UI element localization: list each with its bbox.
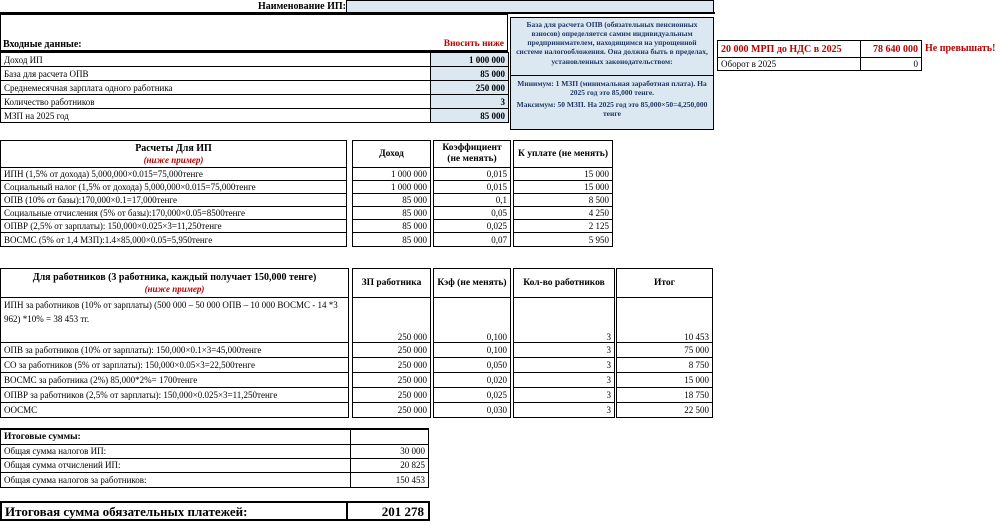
row-label: ОПВР (2,5% от зарплаты): 150,000×0.025×3=11,250тенге [1, 220, 347, 233]
row-count: 3 [514, 358, 615, 373]
totals-title: Итоговые суммы: [1, 429, 351, 444]
vat-limit-label: 20 000 МРП до НДС в 2025 [718, 41, 861, 58]
input-label: Среднемесячная зарплата одного работника [1, 81, 431, 95]
col-header-coef: Кэф (не менять) [434, 269, 511, 298]
row-due: 5 950 [514, 233, 613, 247]
grand-total-value: 201 278 [346, 501, 430, 521]
turnover-label: Оборот в 2025 [718, 58, 861, 71]
ip-calc-title: Расчеты Для ИП [135, 143, 212, 155]
table-row [1, 207, 613, 220]
row-income: 85 000 [353, 220, 431, 233]
workers-title-cell [1, 269, 349, 298]
total-label: Общая сумма налогов ИП: [1, 444, 351, 458]
input-value[interactable]: 85 000 [431, 67, 509, 81]
row-due: 2 125 [514, 220, 613, 233]
row-due: 4 250 [514, 207, 613, 220]
opv-note-part2 [511, 76, 713, 119]
ip-calc-title-cell [1, 141, 347, 168]
input-value[interactable]: 85 000 [431, 109, 509, 123]
row-coef: 0,015 [434, 181, 511, 194]
row-label: ИПН за работников (10% от зарплаты) (500 000 – 50 000 ОПВ – 10 000 ВОСМС - 14 *3 962) *10% = 38 453 тг. [1, 298, 349, 343]
col-header-income: Доход [353, 141, 431, 168]
table-row [1, 181, 613, 194]
row-label: ВОСМС за работника (2%) 85,000*2%= 1700тенге [1, 373, 349, 388]
workers-subtitle: (ниже пример) [144, 283, 205, 294]
table-row [1, 388, 713, 403]
row-total: 8 750 [617, 358, 713, 373]
row-income: 85 000 [353, 194, 431, 207]
company-name-label: Наименование ИП: [257, 1, 346, 12]
opv-note-minimum: Минимум: 1 МЗП (минимальная заработная плата). На 2025 год это 85,000 тенге. [517, 79, 707, 98]
table-row [1, 358, 713, 373]
vat-limit-value: 78 640 000 [861, 41, 922, 58]
row-label: ОПВР за работников (2,5% от зарплаты): 150,000×0.025×3=11,250тенге [1, 388, 349, 403]
turnover-value[interactable]: 0 [861, 58, 922, 71]
vat-warning-text: Не превышать! [925, 43, 996, 54]
table-row [1, 95, 509, 109]
row-due: 15 000 [514, 168, 613, 181]
row-coef: 0,05 [434, 207, 511, 220]
row-count: 3 [514, 343, 615, 358]
row-total: 15 000 [617, 373, 713, 388]
grand-total-label: Итоговая сумма обязательных платежей: [0, 501, 348, 521]
totals-table [0, 428, 429, 488]
row-label: ОПВ (10% от базы):170,000×0.1=17,000тенге [1, 194, 347, 207]
table-row [1, 298, 713, 343]
row-total: 22 500 [617, 403, 713, 418]
input-label: Доход ИП [1, 53, 431, 67]
row-salary: 250 000 [353, 298, 431, 343]
row-label: ООСМС [1, 403, 349, 418]
table-row [1, 444, 429, 458]
row-count: 3 [514, 373, 615, 388]
row-income: 85 000 [353, 207, 431, 220]
table-row [1, 53, 509, 67]
table-row [1, 220, 613, 233]
table-row [1, 67, 509, 81]
row-coef: 0,07 [434, 233, 511, 247]
row-income: 1 000 000 [353, 181, 431, 194]
row-due: 15 000 [514, 181, 613, 194]
row-income: 1 000 000 [353, 168, 431, 181]
row-count: 3 [514, 388, 615, 403]
input-label: База для расчета ОПВ [1, 67, 431, 81]
table-row [718, 58, 922, 71]
row-label: СО за работников (5% от зарплаты): 150,000×0.05×3=22,500тенге [1, 358, 349, 373]
workers-title: Для работников (3 работника, каждый получает 150,000 тенге) [32, 272, 317, 284]
row-coef: 0,025 [434, 388, 511, 403]
table-row [1, 233, 613, 247]
table-row [1, 472, 429, 487]
row-salary: 250 000 [353, 358, 431, 373]
input-value[interactable]: 3 [431, 95, 509, 109]
input-value[interactable]: 250 000 [431, 81, 509, 95]
row-count: 3 [514, 298, 615, 343]
total-value: 20 825 [351, 458, 429, 472]
row-coef: 0,1 [434, 194, 511, 207]
row-salary: 250 000 [353, 388, 431, 403]
table-row [1, 194, 613, 207]
table-row [718, 41, 922, 58]
table-row [1, 109, 509, 123]
row-coef: 0,020 [434, 373, 511, 388]
table-row [1, 403, 713, 418]
row-total: 75 000 [617, 343, 713, 358]
row-count: 3 [514, 403, 615, 418]
row-total: 10 453 [617, 298, 713, 343]
row-coef: 0,100 [434, 298, 511, 343]
inputs-table [0, 52, 509, 123]
table-row [1, 168, 613, 181]
total-value: 30 000 [351, 444, 429, 458]
table-row [1, 458, 429, 472]
row-coef: 0,100 [434, 343, 511, 358]
workers-calc-table [0, 268, 713, 418]
total-label: Общая сумма отчислений ИП: [1, 458, 351, 472]
row-total: 18 750 [617, 388, 713, 403]
row-salary: 250 000 [353, 373, 431, 388]
total-value: 150 453 [351, 472, 429, 487]
input-label: МЗП на 2025 год [1, 109, 431, 123]
opv-note-part1: База для расчета ОПВ (обязательных пенсионных взносов) определяется самим индивидуальным предпринимателем, находящимся на упрощенной системе налогообложения. Она должна быть в пределах, установленных законодательством: [511, 18, 713, 76]
row-coef: 0,050 [434, 358, 511, 373]
table-header-row [1, 141, 613, 168]
table-row [1, 81, 509, 95]
opv-note-box [510, 17, 714, 130]
row-salary: 250 000 [353, 343, 431, 358]
row-salary: 250 000 [353, 403, 431, 418]
row-label: ИПН (1,5% от дохода) 5,000,000×0.015=75,000тенге [1, 168, 347, 181]
total-label: Общая сумма налогов за работников: [1, 472, 351, 487]
inputs-hint: Вносить ниже [443, 39, 504, 49]
col-header-due: К уплате (не менять) [514, 141, 613, 168]
ip-calc-subtitle: (ниже пример) [143, 154, 204, 165]
row-label: Социальный налог (1,5% от дохода) 5,000,000×0.015=75,000тенге [1, 181, 347, 194]
input-label: Количество работников [1, 95, 431, 109]
col-header-total: Итог [617, 269, 713, 298]
inputs-heading [0, 38, 508, 52]
totals-empty-cell [351, 429, 429, 444]
table-header-row [1, 429, 429, 444]
col-header-salary: ЗП работника [353, 269, 431, 298]
col-header-count: Кол-во работников [514, 269, 615, 298]
row-coef: 0,025 [434, 220, 511, 233]
table-row [1, 343, 713, 358]
vat-limit-table [717, 40, 922, 71]
row-label: ОПВ за работников (10% от зарплаты): 150,000×0.1×3=45,000тенге [1, 343, 349, 358]
row-coef: 0,030 [434, 403, 511, 418]
input-value[interactable]: 1 000 000 [431, 53, 509, 67]
col-header-coef: Коэффициент (не менять) [434, 141, 511, 168]
ip-calc-table [0, 140, 613, 247]
opv-note-maximum: Максимум: 50 МЗП. На 2025 год это 85,000×50=4,250,000 тенге [516, 99, 708, 119]
inputs-title: Входные данные: [3, 39, 82, 50]
row-income: 85 000 [353, 233, 431, 247]
row-coef: 0,015 [434, 168, 511, 181]
table-row [1, 373, 713, 388]
row-label: ВОСМС (5% от 1,4 МЗП):1.4×85,000×0.05=5,950тенге [1, 233, 347, 247]
row-due: 8 500 [514, 194, 613, 207]
row-label: Социальные отчисления (5% от базы):170,000×0.05=8500тенге [1, 207, 347, 220]
table-header-row [1, 269, 713, 298]
